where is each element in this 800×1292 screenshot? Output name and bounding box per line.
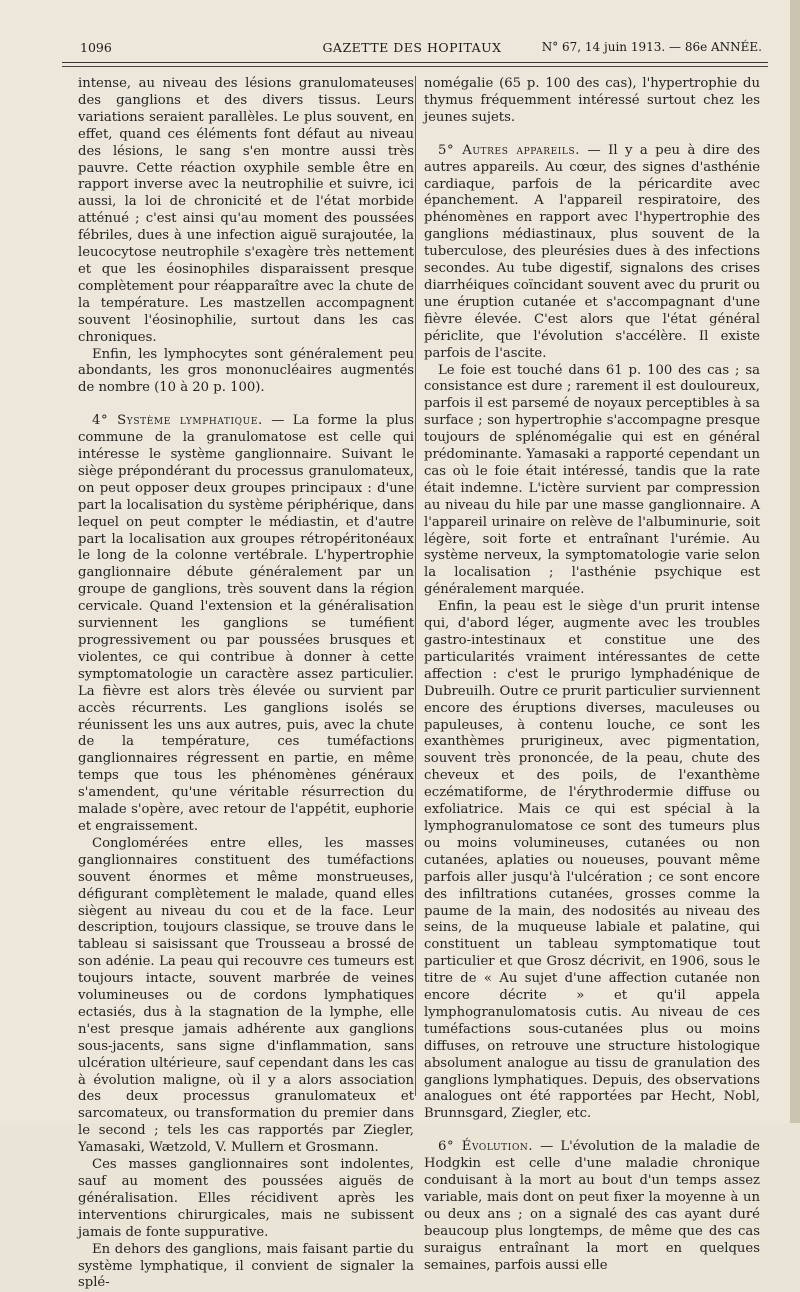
page-header (62, 40, 762, 62)
right-column (424, 76, 760, 1275)
section-text: — La forme la plus commune de la granulomatose est celle qui intéresse le système ganglionnaire. Suivant le siège prépondérant du processus granulomateux, on peut opposer deux groupes principaux : d'une part la localisation du système périphérique, dans lequel on peut compter le médiastin, et d'autre part la localisation aux groupes rétropéritonéaux le long de la colonne vertébrale. L'hypertrophie ganglionnaire débute généralement par un groupe de ganglions, très souvent dans la région cervicale. Quand l'extension et la généralisation surviennent les ganglions se tuméfient progressivement ou par poussées brusques et violentes, ce qui contribue à donner à cette symptomatologie un caractère assez particulier. La fièvre est alors très élevée ou survient par accès récurrents. Les ganglions isolés se réunissent les uns aux autres, puis, avec la chute de la température, ces tuméfactions ganglionnaires régressent en partie, en même temps que tous les phénomènes généraux s'amendent, qu'une véritable résurrection du malade s'opère, avec retour de l'appétit, euphorie et engraissement. (78, 413, 414, 834)
paragraph: Le foie est touché dans 61 p. 100 des cas ; sa consistance est dure ; rarement il est douloureux, parfois il est parsemé de noyaux perceptibles à sa surface ; son hypertrophie s'accompagne presque toujours de splénomégalie qui est en général prédominante. Yamasaki a rapporté cependant un cas où le foie était intéressé, tandis que la rate était indemne. L'ictère survient par compression au niveau du hile par une masse ganglionnaire. A l'appareil urinaire on relève de l'albuminurie, soit légère, soit forte et entraînant l'urémie. Au système nerveux, la symptomatologie varie selon la localisation ; l'asthénie psychique est généralement marquée. (424, 362, 760, 598)
page-number: 1096 (80, 40, 112, 55)
header-rule (62, 62, 768, 63)
section-heading: 6° Évolution. (438, 1139, 534, 1155)
left-column (78, 76, 414, 1292)
section-evolution (424, 1139, 760, 1274)
paragraph: Ces masses ganglionnaires sont indolentes, sauf au moment des poussées aiguës de généralisation. Elles récidivent après les interventions chirurgicales, mais ne subissent jamais de fonte suppurative. (78, 1157, 414, 1240)
paragraph: Enfin, les lymphocytes sont généralement peu abondants, les gros mononucléaires augmentés de nombre (10 à 20 p. 100). (78, 346, 414, 396)
section-text: — Il y a peu à dire des autres appareils. Au cœur, des signes d'asthénie cardiaque, parfois de la péricardite avec épanchement. A l'appareil respiratoire, des phénomènes en rapport avec l'hypertrophie des ganglions médiastinaux, plus souvent de la tuberculose, des pleurésies dues à des infections secondes. Au tube digestif, signalons des crises diarrhéiques coïncidant souvent avec du prurit ou une éruption cutanée et s'accompagnant d'une fièvre élevée. C'est alors que l'état général périclite, que l'évolution s'accélère. Il existe parfois de l'ascite. (424, 142, 760, 361)
header-rule-thin (62, 66, 768, 67)
paragraph: nomégalie (65 p. 100 des cas), l'hypertrophie du thymus fréquemment intéressé surtout chez les jeunes sujets. (424, 76, 760, 125)
section-other-systems (424, 143, 760, 363)
section-lymphatic (78, 413, 414, 836)
paragraph: En dehors des ganglions, mais faisant partie du système lymphatique, il convient de signaler la splé- (78, 1241, 414, 1291)
section-text: — L'évolution de la maladie de Hodgkin est celle d'une maladie chronique conduisant à la mort au bout d'un temps assez variable, mais dont on peut fixer la moyenne à un ou deux ans ; on a signalé des cas ayant duré beaucoup plus longtemps, de même que des cas suraigus entraînant la mort en quelques semaines, parfois aussi elle (424, 1139, 760, 1273)
column-divider (415, 76, 416, 1096)
section-heading: 4° Système lymphatique. (92, 413, 263, 429)
paragraph: Enfin, la peau est le siège d'un prurit intense qui, d'abord léger, augmente avec les troubles gastro-intestinaux et constitue une des particularités vraiment intéressantes de cette affection : c'est le prurigo lymphadénique de Dubreuilh. Outre ce prurit particulier surviennent encore des éruptions diverses, maculeuses ou papuleuses, à contenu louche, ce sont les exanthèmes prurigineux, avec pigmentation, souvent très prononcée, de la peau, chute des cheveux et des poils, de l'exanthème eczématiforme, de l'érythrodermie diffuse ou exfoliatrice. Mais ce qui est spécial à la lymphogranulomatose ce sont des tumeurs plus ou moins volumineuses, cutanées ou non cutanées, aplaties ou noueuses, pouvant même parfois aller jusqu'à l'ulcération ; ce sont encore des infiltrations cutanées, grosses comme la paume de la main, des nodosités au niveau des seins, de la muqueuse labiale et palatine, qui constituent un tableau symptomatique tout particulier et que Grosz décrivit, en 1906, sous le titre de « Au sujet d'une affection cutanée non encore décrite » et qu'il appela lymphogranulomatosis cutis. Au niveau de ces tuméfactions sous-cutanées plus ou moins diffuses, on retrouve une structure histologique absolument analogue au tissu de granulation des ganglions lymphatiques. Depuis, des observations analogues ont été rapportées par Hecht, Nobl, Brunnsgard, Ziegler, etc. (424, 599, 760, 1122)
paragraph: Conglomérées entre elles, les masses ganglionnaires constituent des tuméfactions souvent énormes et même monstrueuses, défigurant complètement le malade, quand elles siègent au niveau du cou et de la face. Leur description, toujours classique, se trouve dans le tableau si saisissant que Trousseau a brossé de son adénie. La peau qui recouvre ces tumeurs est toujours intacte, souvent marbrée de veines volumineuses ou de cordons lymphatiques ectasiés, dus à la stagnation de la lymphe, elle n'est presque jamais adhérente aux ganglions sous-jacents, sans signe d'inflammation, sans ulcération ultérieure, sauf cependant dans les cas à évolution maligne, où il y a alors association des deux processus granulomateux et sarcomateux, ou transformation du premier dans le second ; tels les cas rapportés par Ziegler, Yamasaki, Wætzold, V. Mullern et Grosmann. (78, 835, 414, 1156)
page-edge (790, 0, 800, 1123)
paragraph: intense, au niveau des lésions granulomateuses des ganglions et des divers tissus. Leurs variations seraient parallèles. Le plus souvent, en effet, quand ces éléments font défaut au niveau des lésions, le sang s'en montre aussi très pauvre. Cette réaction oxyphile semble être en rapport inverse avec la neutrophilie et suivre, ici aussi, la loi de chronicité et de l'état morbide atténué ; c'est ainsi qu'au moment des poussées fébriles, dues à une infection aiguë surajoutée, la leucocytose neutrophile s'exagère très nettement et que les éosinophiles disparaissent presque complètement pour réapparaître avec la chute de la température. Les mastzellen accompagnent souvent l'éosinophilie, surtout dans les cas chroniques. (78, 76, 414, 345)
section-heading: 5° Autres appareils. (438, 142, 581, 158)
issue-info: N° 67, 14 juin 1913. — 86e ANNÉE. (541, 40, 762, 54)
journal-title: GAZETTE DES HOPITAUX (322, 40, 502, 55)
